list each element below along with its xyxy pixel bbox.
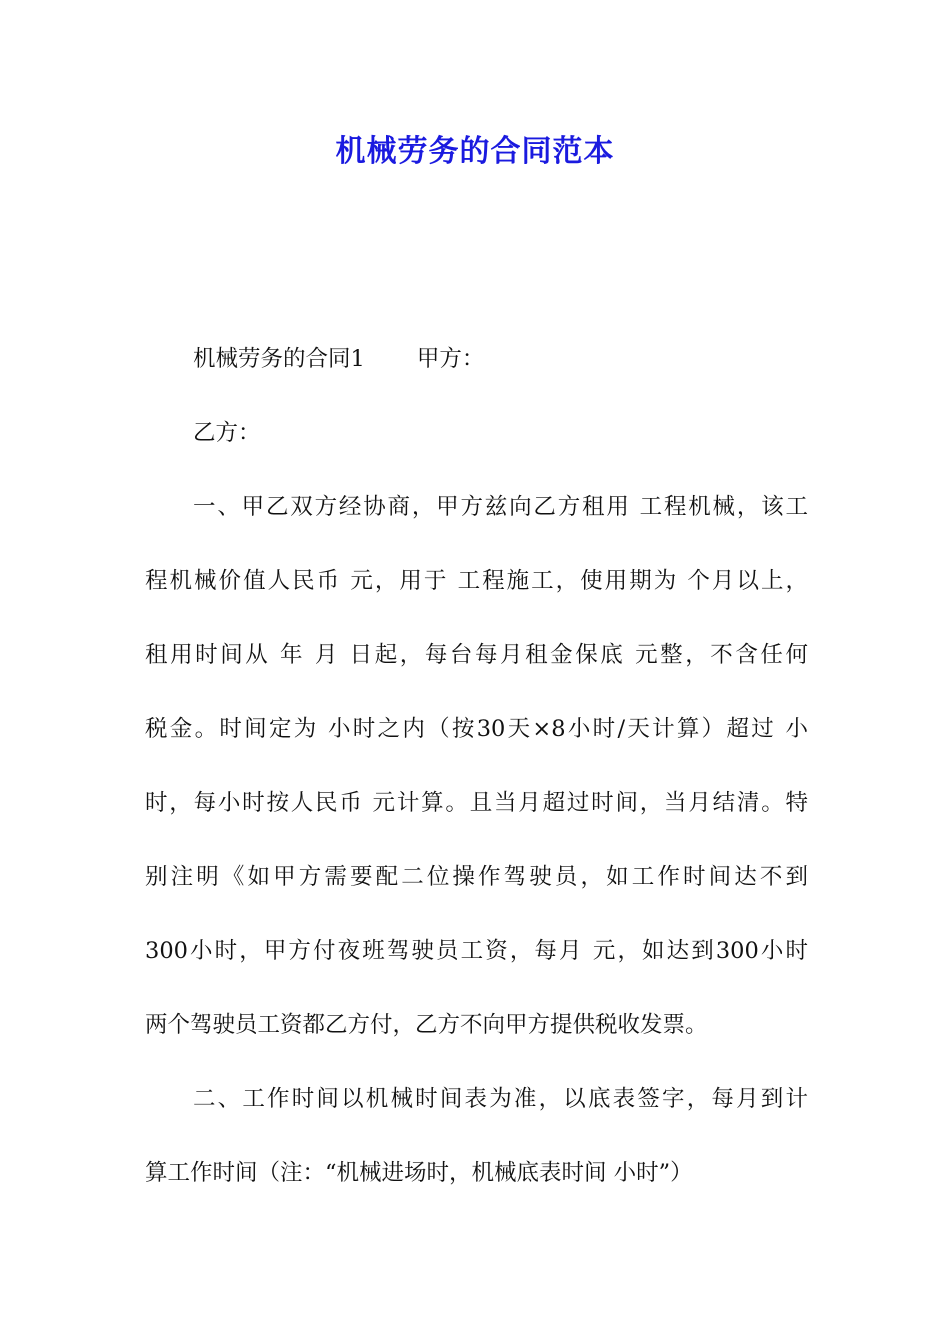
clause-1-line: 程机械价值人民币 元，用于 工程施工，使用期为 个月以上，	[145, 568, 808, 594]
clause-1-line: 别注明《如甲方需要配二位操作驾驶员，如工作时间达不到	[145, 864, 808, 890]
party-a-label: 甲方：	[416, 346, 485, 372]
clause-1-line: 一、甲乙双方经协商，甲方兹向乙方租用 工程机械，该工	[193, 494, 808, 520]
document-body	[145, 336, 808, 1224]
header-line	[145, 336, 808, 410]
clause-1-line: 时，每小时按人民币 元计算。且当月超过时间，当月结清。特	[145, 790, 808, 816]
clause-1-line: 300小时，甲方付夜班驾驶员工资，每月 元，如达到300小时	[145, 938, 808, 964]
clause-1-line: 租用时间从 年 月 日起，每台每月租金保底 元整，不含任何	[145, 642, 808, 668]
party-b-line	[145, 410, 808, 484]
clause-2-line: 算工作时间（注：“机械进场时，机械底表时间 小时”）	[145, 1160, 693, 1186]
clause-1-line: 税金。时间定为 小时之内（按30天×8小时/天计算）超过 小	[145, 716, 808, 742]
clause-2-line: 二、工作时间以机械时间表为准，以底表签字，每月到计	[193, 1086, 808, 1112]
contract-label: 机械劳务的合同1	[193, 346, 365, 372]
document-title: 机械劳务的合同范本	[335, 134, 615, 169]
party-b-label: 乙方：	[193, 420, 261, 446]
clause-1-line: 两个驾驶员工资都乙方付，乙方不向甲方提供税收发票。	[145, 1012, 708, 1038]
